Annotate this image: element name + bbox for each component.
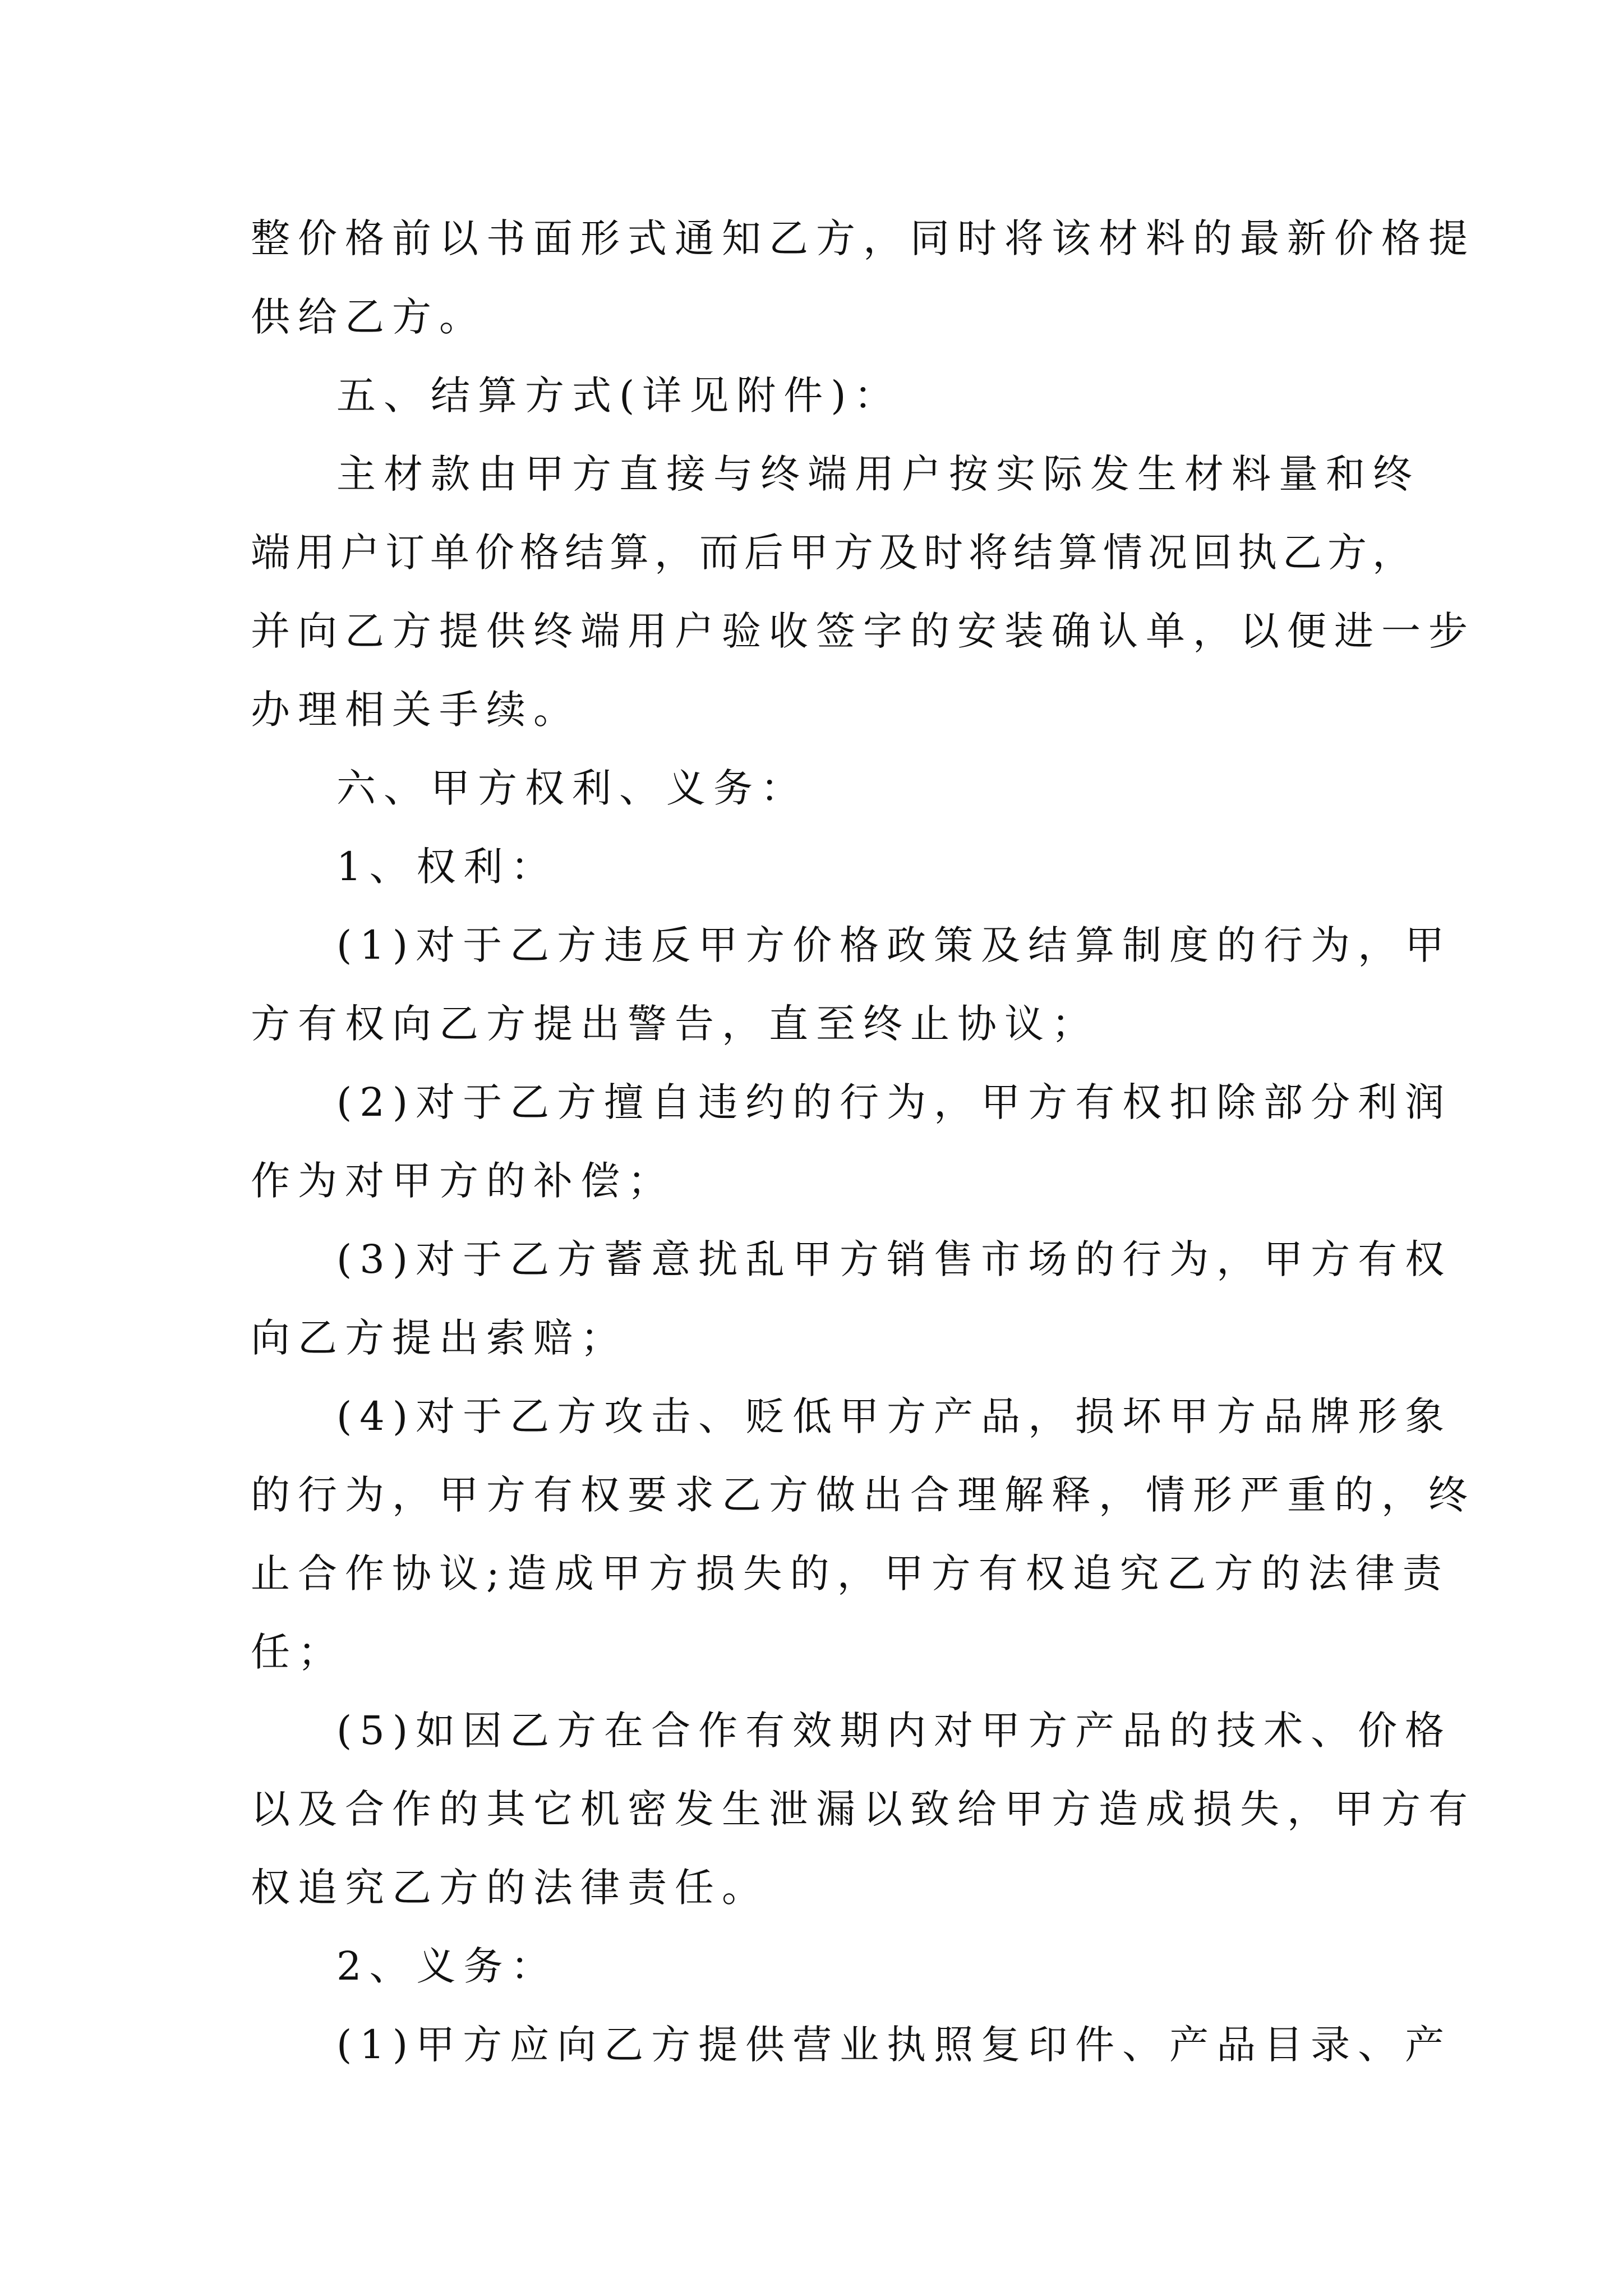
text-line: 主材款由甲方直接与终端用户按实际发生材料量和终	[336, 451, 1420, 497]
text-line: (1)对于乙方违反甲方价格政策及结算制度的行为，甲	[336, 922, 1453, 968]
text-line: (5)如因乙方在合作有效期内对甲方产品的技术、价格	[336, 1708, 1453, 1754]
section-heading-settlement: 五、结算方式(详见附件)：	[336, 372, 901, 418]
text-line: 的行为，甲方有权要求乙方做出合理解释，情形严重的，终	[251, 1472, 1476, 1518]
text-line: (3)对于乙方蓄意扰乱甲方销售市场的行为，甲方有权	[336, 1236, 1453, 1282]
text-line: (4)对于乙方攻击、贬低甲方产品，损坏甲方品牌形象	[336, 1393, 1453, 1439]
text-line: (2)对于乙方擅自违约的行为，甲方有权扣除部分利润	[336, 1079, 1453, 1125]
text-line: 止合作协议;造成甲方损失的，甲方有权追究乙方的法律责	[251, 1550, 1450, 1596]
subheading-obligations: 2、义务：	[336, 1943, 558, 1989]
text-line: (1)甲方应向乙方提供营业执照复印件、产品目录、产	[336, 2022, 1453, 2068]
text-line: 任；	[251, 1629, 345, 1675]
text-line: 以及合作的其它机密发生泄漏以致给甲方造成损失，甲方有	[251, 1786, 1476, 1832]
text-line: 端用户订单价格结算，而后甲方及时将结算情况回执乙方，	[251, 530, 1417, 576]
text-line: 供给乙方。	[251, 294, 486, 340]
subheading-rights: 1、权利：	[336, 844, 558, 890]
text-line: 方有权向乙方提出警告，直至终止协议；	[251, 1001, 1099, 1047]
text-line: 权追究乙方的法律责任。	[251, 1865, 769, 1911]
text-line: 并向乙方提供终端用户验收签字的安装确认单，以便进一步	[251, 608, 1476, 654]
text-line: 办理相关手续。	[251, 687, 580, 733]
text-line: 向乙方提出索赔；	[251, 1315, 628, 1361]
section-heading-party-a-rights: 六、甲方权利、义务：	[336, 765, 808, 811]
text-line: 作为对甲方的补偿；	[251, 1158, 675, 1204]
text-line: 整价格前以书面形式通知乙方，同时将该材料的最新价格提	[251, 215, 1476, 261]
